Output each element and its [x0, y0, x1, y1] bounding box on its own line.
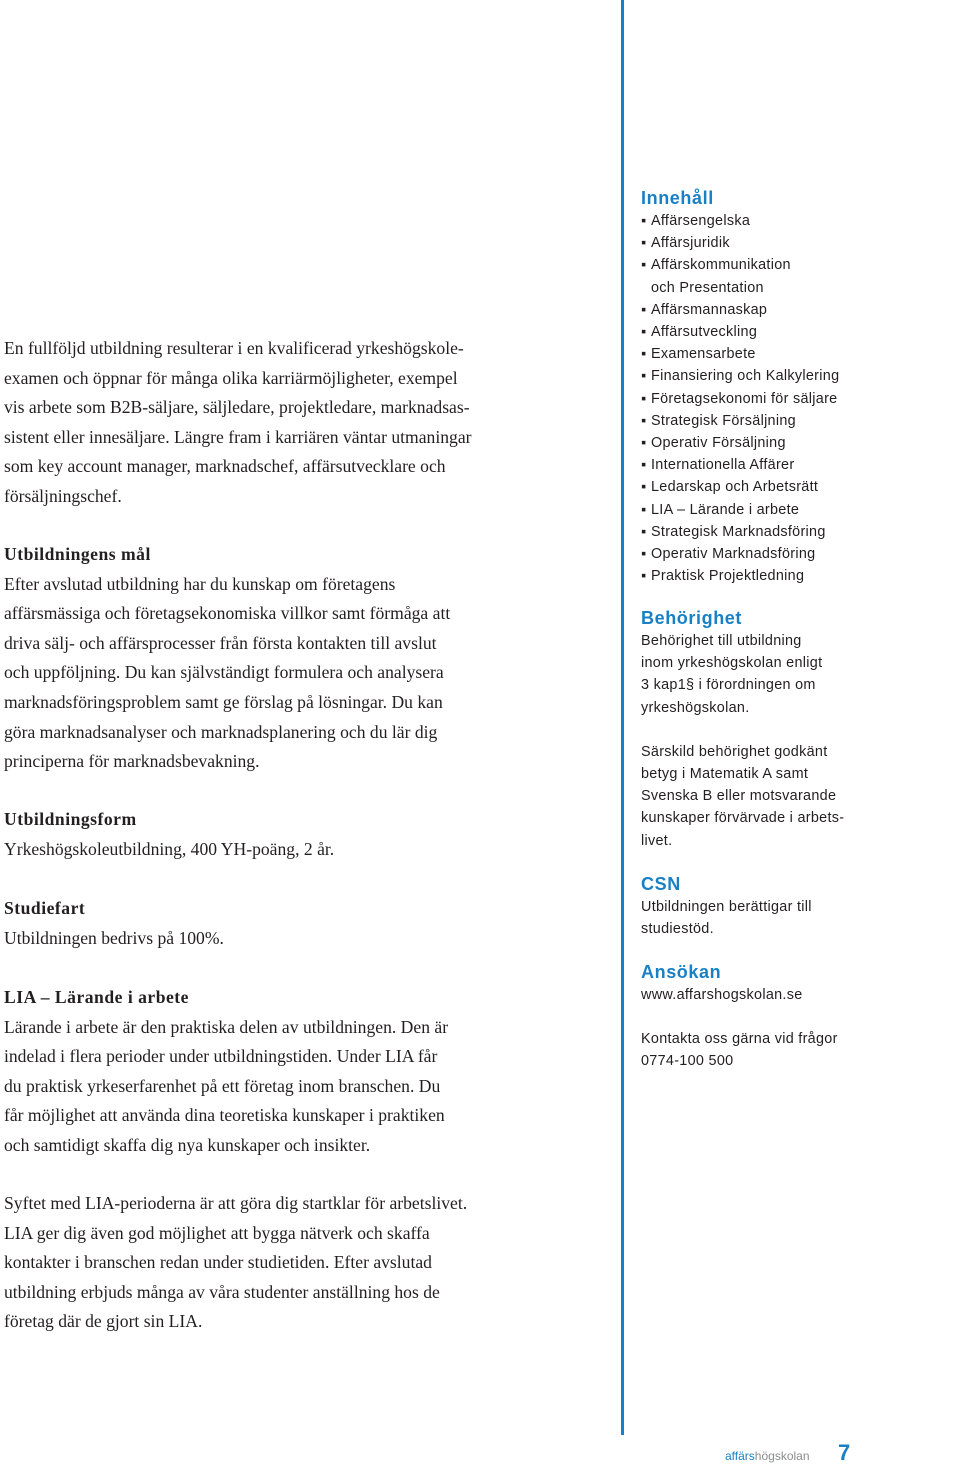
form-section: [4, 805, 584, 864]
list-item: och Presentation: [651, 279, 764, 296]
bullet-icon: ▪: [641, 390, 647, 407]
bullet-icon: ▪: [641, 501, 647, 518]
text-line: som key account manager, marknadschef, affärsutvecklare och: [4, 456, 446, 477]
text-line: examen och öppnar för många olika karriärmöjligheter, exempel: [4, 367, 458, 388]
list-item: ▪ Finansiering och Kalkylering: [641, 365, 941, 387]
lia-heading: LIA – Lärande i arbete: [4, 987, 189, 1007]
list-item: ▪ Operativ Försäljning: [641, 432, 941, 454]
text-line: och uppföljning. Du kan självständigt formulera och analysera: [4, 662, 444, 683]
pace-paragraph: [4, 924, 584, 954]
bullet-icon: ▪: [641, 257, 647, 274]
course-list: [641, 210, 941, 587]
csn-section: [641, 872, 941, 940]
apply-title: Ansökan: [641, 962, 722, 982]
list-item: ▪ Företagsekonomi för säljare: [641, 388, 941, 410]
form-paragraph: [4, 835, 584, 865]
goals-paragraph: [4, 570, 584, 777]
list-item: ▪ Operativ Marknadsföring: [641, 543, 941, 565]
text-line: 3 kap1§ i förordningen om: [641, 677, 816, 694]
csn-title: CSN: [641, 874, 681, 894]
list-item: ▪ Affärsutveckling: [641, 321, 941, 343]
website-link[interactable]: www.affarshogskolan.se: [641, 987, 803, 1003]
text-line: Särskild behörighet godkänt: [641, 743, 828, 760]
intro-section: [4, 334, 584, 512]
text-line: yrkeshögskolan.: [641, 699, 750, 716]
text-line: försäljningschef.: [4, 485, 122, 506]
text-line: betyg i Matematik A samt: [641, 766, 809, 783]
purpose-paragraph: [4, 1189, 584, 1337]
apply-website[interactable]: [641, 984, 941, 1006]
content-section: [641, 186, 941, 587]
text-line: Utbildningen bedrivs på 100%.: [4, 927, 224, 948]
intro-paragraph: [4, 334, 584, 512]
list-item: ▪ Affärsmannaskap: [641, 299, 941, 321]
text-line: principerna för marknadsbevakning.: [4, 751, 260, 772]
bullet-icon: ▪: [641, 346, 647, 363]
text-line: Lärande i arbete är den praktiska delen av utbildningen. Den är: [4, 1016, 449, 1037]
bullet-icon: ▪: [641, 235, 647, 252]
text-line: inom yrkeshögskolan enligt: [641, 655, 823, 672]
bullet-icon: ▪: [641, 523, 647, 540]
text-line: LIA ger dig även god möjlighet att bygga nätverk och skaffa: [4, 1222, 430, 1243]
eligibility-title: Behörighet: [641, 608, 743, 628]
text-line: studiestöd.: [641, 921, 714, 938]
list-item: ▪ Internationella Affärer: [641, 454, 941, 476]
text-line: utbildning erbjuds många av våra studenter anställning hos de: [4, 1281, 440, 1302]
bullet-icon: ▪: [641, 301, 647, 318]
pace-section: [4, 894, 584, 953]
text-line: Syftet med LIA-perioderna är att göra dig startklar för arbetslivet.: [4, 1193, 468, 1213]
list-item: ▪ Examensarbete: [641, 343, 941, 365]
text-line: företag där de gjort sin LIA.: [4, 1311, 203, 1332]
text-line: kontakter i branschen redan under studietiden. Efter avslutad: [4, 1252, 432, 1273]
bullet-icon: ▪: [641, 546, 647, 563]
brand-logo-part1: affärs: [725, 1449, 755, 1463]
text-line: du praktisk yrkeserfarenhet på ett företag inom branschen. Du: [4, 1075, 441, 1096]
text-line: Behörighet till utbildning: [641, 633, 802, 649]
bullet-icon: ▪: [641, 568, 647, 585]
bullet-icon: ▪: [641, 435, 647, 452]
page-footer: [725, 1440, 851, 1471]
text-line: livet.: [641, 832, 673, 849]
sidebar-divider: [621, 0, 624, 1435]
eligibility-section: [641, 606, 941, 852]
list-item: ▪ Strategisk Marknadsföring: [641, 521, 941, 543]
text-line: Utbildningen berättigar till: [641, 899, 812, 915]
text-line: driva sälj- och affärsprocesser från första kontakten till avslut: [4, 632, 437, 653]
text-line: marknadsföringsproblem samt ge förslag på lösningar. Du kan: [4, 691, 443, 712]
bullet-icon: ▪: [641, 368, 647, 385]
text-line: En fullföljd utbildning resulterar i en kvalificerad yrkeshögskole-: [4, 338, 464, 358]
list-item: ▪ Affärsjuridik: [641, 232, 941, 254]
text-line: affärsmässiga och företagsekonomiska villkor samt förmåga att: [4, 603, 451, 624]
content-title: Innehåll: [641, 188, 714, 208]
page-number: 7: [838, 1440, 851, 1465]
text-line: Yrkeshögskoleutbildning, 400 YH-poäng, 2 år.: [4, 838, 335, 859]
bullet-icon: ▪: [641, 479, 647, 496]
list-item: ▪ Affärsengelska: [641, 210, 941, 232]
goals-heading: Utbildningens mål: [4, 544, 151, 564]
text-line: Svenska B eller motsvarande: [641, 788, 837, 805]
text-line: göra marknadsanalyser och marknadsplanering och du lär dig: [4, 721, 438, 742]
text-line: sistent eller innesäljare. Längre fram i karriären väntar utmaningar: [4, 426, 472, 447]
text-line: Efter avslutad utbildning har du kunskap om företagens: [4, 573, 396, 594]
text-line: vis arbete som B2B-säljare, säljledare, projektledare, marknadsas-: [4, 397, 470, 418]
goals-section: [4, 540, 584, 777]
list-item: ▪ Strategisk Försäljning: [641, 410, 941, 432]
text-line: och samtidigt skaffa dig nya kunskaper och insikter.: [4, 1134, 371, 1155]
text-line: får möjlighet att använda dina teoretiska kunskaper i praktiken: [4, 1105, 445, 1126]
text-line: kunskaper förvärvade i arbets-: [641, 810, 845, 827]
list-item: ▪ Ledarskap och Arbetsrätt: [641, 476, 941, 498]
bullet-icon: ▪: [641, 457, 647, 474]
pace-heading: Studiefart: [4, 898, 86, 918]
bullet-icon: ▪: [641, 213, 647, 229]
eligibility-text: [641, 630, 941, 719]
text-line: indelad i flera perioder under utbildningstiden. Under LIA får: [4, 1046, 438, 1067]
text-line: Kontakta oss gärna vid frågor: [641, 1031, 838, 1048]
lia-section: [4, 983, 584, 1161]
bullet-icon: ▪: [641, 412, 647, 429]
apply-section: [641, 960, 941, 1073]
phone-number: 0774-100 500: [641, 1053, 734, 1070]
apply-contact: [641, 1028, 941, 1072]
brand-logo-part2: högskolan: [754, 1449, 810, 1463]
list-item: ▪ LIA – Lärande i arbete: [641, 499, 941, 521]
purpose-section: [4, 1189, 584, 1337]
lia-paragraph: [4, 1013, 584, 1161]
form-heading: Utbildningsform: [4, 809, 137, 829]
csn-text: [641, 896, 941, 940]
list-item: ▪ Praktisk Projektledning: [641, 565, 941, 587]
bullet-icon: ▪: [641, 324, 647, 341]
list-item: ▪ Affärskommunikation: [641, 254, 941, 276]
special-eligibility-text: [641, 741, 941, 852]
